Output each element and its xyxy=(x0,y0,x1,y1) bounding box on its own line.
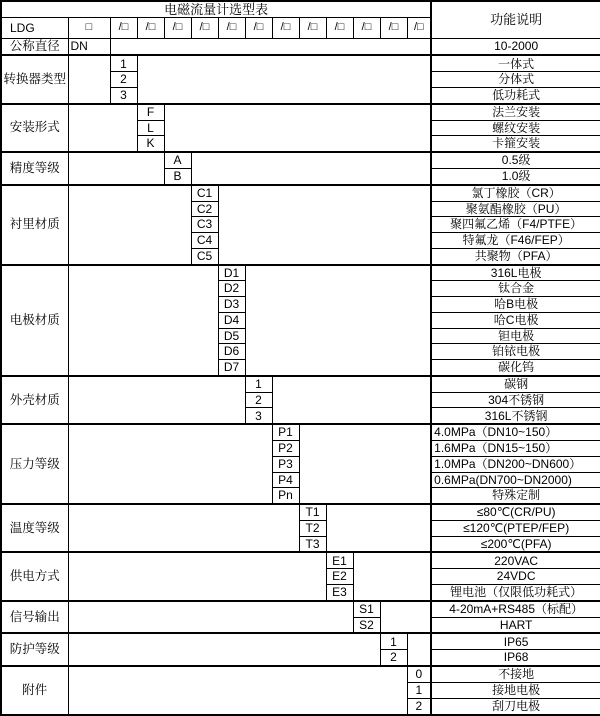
empty-cell xyxy=(68,265,218,376)
empty-cell xyxy=(68,376,245,424)
option-code-cell: L xyxy=(137,120,164,136)
option-code-cell: 2 xyxy=(407,698,431,715)
empty-cell xyxy=(68,601,353,634)
option-code-cell: D7 xyxy=(218,360,245,376)
section-label: 附件 xyxy=(1,666,68,715)
option-code-cell: K xyxy=(137,136,164,152)
option-desc-cell: 316L电极 xyxy=(431,265,600,281)
option-desc-cell: 哈C电极 xyxy=(431,312,600,328)
empty-cell xyxy=(68,552,326,600)
option-code-cell: 1 xyxy=(407,682,431,698)
option-desc-cell: 钽电极 xyxy=(431,328,600,344)
option-desc-cell: ≤80℃(CR/PU) xyxy=(431,504,600,520)
option-code-cell: 3 xyxy=(110,87,137,103)
option-desc-cell: 一体式 xyxy=(431,55,600,71)
option-desc-cell: 聚四氟乙烯（F4/PTFE） xyxy=(431,217,600,233)
section-label: 精度等级 xyxy=(1,152,68,185)
empty-cell xyxy=(164,104,431,152)
option-desc-cell: 氯丁橡胶（CR） xyxy=(431,185,600,201)
option-code-cell: D5 xyxy=(218,328,245,344)
option-desc-cell: ≤200℃(PFA) xyxy=(431,536,600,552)
option-desc-cell: 不接地 xyxy=(431,666,600,682)
option-code-cell: C5 xyxy=(191,248,218,264)
option-desc-cell: 卡箍安装 xyxy=(431,136,600,152)
option-code-cell: C1 xyxy=(191,185,218,201)
option-desc-cell: 铂铱电极 xyxy=(431,344,600,360)
section-label: 信号输出 xyxy=(1,601,68,634)
option-code-cell: Pn xyxy=(272,488,299,504)
option-code-cell: DN xyxy=(68,39,110,56)
option-code-cell: 0 xyxy=(407,666,431,682)
option-code-cell: P1 xyxy=(272,424,299,440)
model-segment-box: /□ xyxy=(326,18,353,39)
model-segment-box: /□ xyxy=(110,18,137,39)
option-desc-cell: 0.6MPa(DN700~DN2000) xyxy=(431,472,600,488)
section-label: 压力等级 xyxy=(1,424,68,504)
option-code-cell: B xyxy=(164,168,191,184)
empty-cell xyxy=(380,601,431,634)
option-code-cell: 1 xyxy=(380,633,407,649)
option-code-cell: D6 xyxy=(218,344,245,360)
option-code-cell: 2 xyxy=(245,392,272,408)
section-label: 外壳材质 xyxy=(1,376,68,424)
model-segment-box: /□ xyxy=(380,18,407,39)
empty-cell xyxy=(68,185,191,265)
model-segment-box: /□ xyxy=(407,18,431,39)
option-desc-cell: IP65 xyxy=(431,633,600,649)
option-desc-cell: HART xyxy=(431,617,600,633)
option-code-cell: A xyxy=(164,152,191,168)
option-code-cell: T3 xyxy=(299,536,326,552)
empty-cell xyxy=(353,552,431,600)
option-code-cell: E2 xyxy=(326,569,353,585)
page-title: 电磁流量计选型表 xyxy=(1,1,431,18)
option-desc-cell: 316L不锈钢 xyxy=(431,408,600,424)
option-desc-cell: 钛合金 xyxy=(431,281,600,297)
option-desc-cell: 低功耗式 xyxy=(431,87,600,103)
option-desc-cell: 0.5级 xyxy=(431,152,600,168)
option-desc-cell: IP68 xyxy=(431,650,600,666)
section-label: 防护等级 xyxy=(1,633,68,666)
empty-cell xyxy=(299,424,431,504)
option-desc-cell: 锂电池（仅限低功耗式） xyxy=(431,585,600,601)
option-desc-cell: 4.0MPa（DN10~150） xyxy=(431,424,600,440)
option-desc-cell: 1.0级 xyxy=(431,168,600,184)
empty-cell xyxy=(68,55,110,103)
empty-cell xyxy=(68,666,407,715)
model-prefix: LDG xyxy=(1,18,68,39)
empty-cell xyxy=(272,376,431,424)
model-segment-box: /□ xyxy=(191,18,218,39)
model-segment-box: /□ xyxy=(272,18,299,39)
model-segment-box: /□ xyxy=(245,18,272,39)
option-desc-cell: 共聚物（PFA） xyxy=(431,248,600,264)
option-code-cell: S1 xyxy=(353,601,380,617)
section-label: 电极材质 xyxy=(1,265,68,376)
empty-cell xyxy=(326,504,431,552)
option-desc-cell: 1.6MPa（DN15~150） xyxy=(431,441,600,457)
option-desc-cell: 螺纹安装 xyxy=(431,120,600,136)
function-description-header: 功能说明 xyxy=(431,1,600,39)
section-label: 公称直径 xyxy=(1,39,68,56)
model-segment-box: /□ xyxy=(299,18,326,39)
option-desc-cell: 分体式 xyxy=(431,72,600,88)
option-code-cell: F xyxy=(137,104,164,120)
option-desc-cell: 哈B电极 xyxy=(431,297,600,313)
option-desc-cell: 法兰安装 xyxy=(431,104,600,120)
option-desc-cell: 特氟龙（F46/FEP） xyxy=(431,233,600,249)
empty-cell xyxy=(137,55,431,103)
option-desc-cell: 碳钢 xyxy=(431,376,600,392)
empty-cell xyxy=(218,185,431,265)
option-desc-cell: 特殊定制 xyxy=(431,488,600,504)
option-code-cell: 2 xyxy=(380,650,407,666)
option-code-cell: D3 xyxy=(218,297,245,313)
option-desc-cell: 1.0MPa（DN200~DN600） xyxy=(431,456,600,472)
option-code-cell: D4 xyxy=(218,312,245,328)
option-desc-cell: ≤120℃(PTEP/FEP) xyxy=(431,520,600,536)
option-code-cell: P2 xyxy=(272,441,299,457)
option-desc-cell: 304不锈钢 xyxy=(431,392,600,408)
option-code-cell: T2 xyxy=(299,520,326,536)
option-code-cell: 1 xyxy=(110,55,137,71)
empty-cell xyxy=(407,633,431,666)
option-code-cell: 3 xyxy=(245,408,272,424)
option-code-cell: T1 xyxy=(299,504,326,520)
option-code-cell: D1 xyxy=(218,265,245,281)
empty-cell xyxy=(68,152,164,185)
option-code-cell: C2 xyxy=(191,201,218,217)
option-code-cell: D2 xyxy=(218,281,245,297)
option-desc-cell: 接地电极 xyxy=(431,682,600,698)
model-segment-box: /□ xyxy=(218,18,245,39)
option-code-cell: P4 xyxy=(272,472,299,488)
section-label: 温度等级 xyxy=(1,504,68,552)
option-desc-cell: 碳化钨 xyxy=(431,360,600,376)
section-label: 转换器类型 xyxy=(1,55,68,103)
empty-cell xyxy=(191,152,431,185)
option-desc-cell: 220VAC xyxy=(431,552,600,568)
model-code-box: □ xyxy=(68,18,110,39)
option-desc-cell: 聚氨酯橡胶（PU） xyxy=(431,201,600,217)
empty-cell xyxy=(245,265,431,376)
model-segment-box: /□ xyxy=(164,18,191,39)
model-segment-box: /□ xyxy=(137,18,164,39)
option-code-cell: C3 xyxy=(191,217,218,233)
empty-cell xyxy=(68,104,137,152)
model-segment-box: /□ xyxy=(353,18,380,39)
option-code-cell: S2 xyxy=(353,617,380,633)
option-desc-cell: 24VDC xyxy=(431,569,600,585)
section-label: 衬里材质 xyxy=(1,185,68,265)
empty-cell xyxy=(68,504,299,552)
option-code-cell: E3 xyxy=(326,585,353,601)
empty-cell xyxy=(68,424,272,504)
option-code-cell: C4 xyxy=(191,233,218,249)
empty-cell xyxy=(110,39,431,56)
option-desc-cell: 10-2000 xyxy=(431,39,600,56)
option-code-cell: P3 xyxy=(272,456,299,472)
option-code-cell: 2 xyxy=(110,72,137,88)
section-label: 安装形式 xyxy=(1,104,68,152)
option-code-cell: E1 xyxy=(326,552,353,568)
option-code-cell: 1 xyxy=(245,376,272,392)
option-desc-cell: 刮刀电极 xyxy=(431,698,600,715)
section-label: 供电方式 xyxy=(1,552,68,600)
empty-cell xyxy=(68,633,380,666)
option-desc-cell: 4-20mA+RS485（标配） xyxy=(431,601,600,617)
